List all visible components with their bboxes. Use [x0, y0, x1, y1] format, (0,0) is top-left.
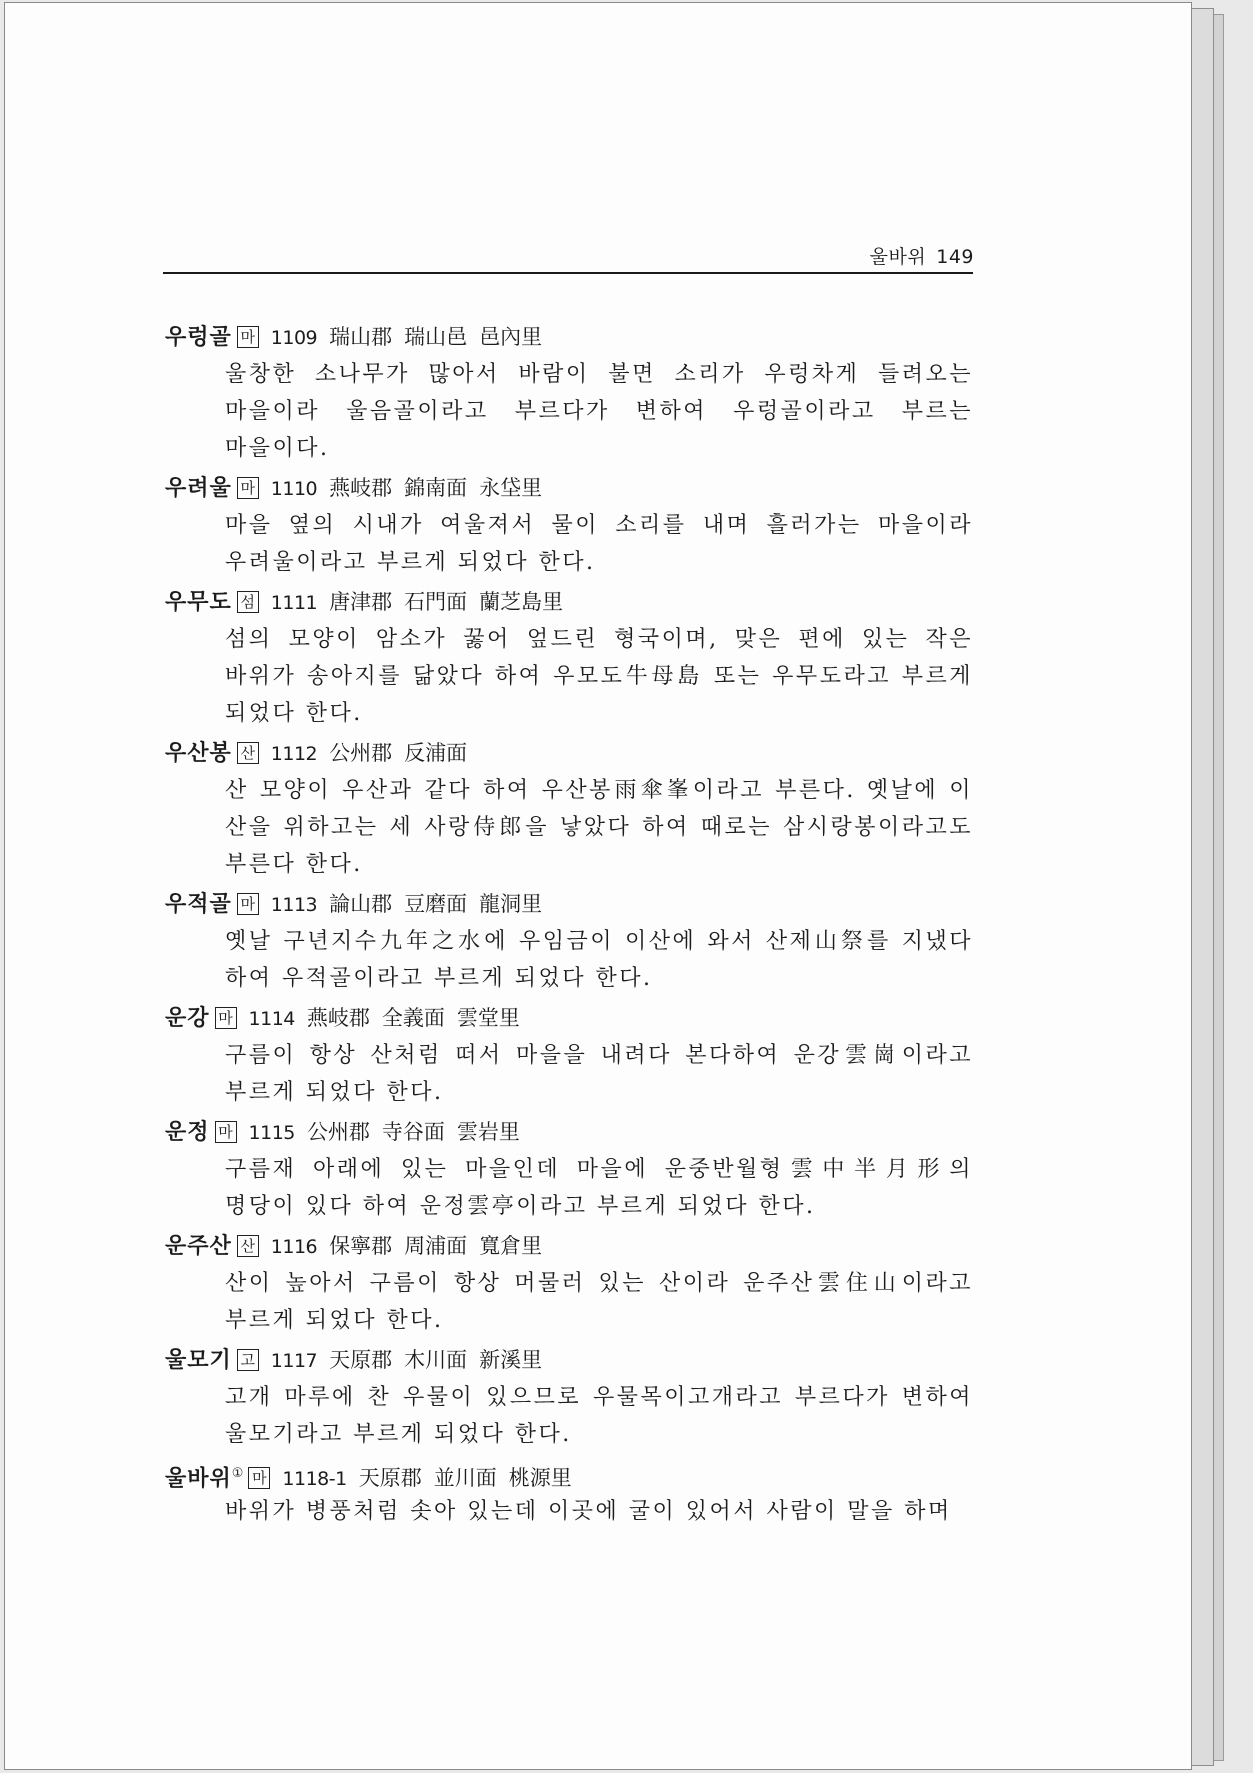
entry-description: 바위가 병풍처럼 솟아 있는데 이곳에 굴이 있어서 사람이 말을 하며: [225, 1499, 952, 1524]
entry-head: [165, 885, 985, 923]
entry-head: [165, 1341, 985, 1379]
entry: [165, 1455, 985, 1530]
entry-term: 울바위: [165, 1466, 232, 1492]
category-badge: 산: [237, 742, 259, 764]
entry-head: [165, 1113, 985, 1151]
entry-description: 구름재 아래에 있는 마을인데 마을에 운중반월형雲中半月形의 명당이 있다 하여 운정雲亭이라고 부르게 되었다 한다.: [225, 1157, 973, 1219]
category-badge: 마: [237, 477, 259, 499]
entry: [165, 734, 985, 883]
entry-county: 公州郡: [329, 741, 393, 765]
entry-town: 豆磨面: [404, 892, 468, 916]
entry-head: [165, 1455, 985, 1493]
entry-term: 우려울: [165, 476, 232, 501]
entry-county: 燕岐郡: [306, 1006, 370, 1030]
entry-village: 邑內里: [479, 325, 543, 349]
entry-description: 섬의 모양이 암소가 꿇어 엎드린 형국이며, 맞은 편에 있는 작은 바위가 송아지를 닮았다 하여 우모도牛母島 또는 우무도라고 부르게 되었다 한다.: [225, 627, 973, 726]
entry-number: 1112: [270, 743, 318, 765]
entry-county: 瑞山郡: [329, 325, 393, 349]
entry-description: 고개 마루에 찬 우물이 있으므로 우물목이고개라고 부르다가 변하여 울모기라고 부르게 되었다 한다.: [225, 1385, 973, 1447]
entry: [165, 318, 985, 467]
entry-description: 옛날 구년지수九年之水에 우임금이 이산에 와서 산제山祭를 지냈다 하여 우적골이라고 부르게 되었다 한다.: [225, 929, 973, 991]
entry-village: 桃源里: [508, 1466, 572, 1491]
entry-village: 新溪里: [479, 1348, 543, 1372]
header-title: 울바위: [869, 246, 927, 268]
entry-description: 마을 옆의 시내가 여울져서 물이 소리를 내며 흘러가는 마을이라 우려울이라고 부르게 되었다 한다.: [225, 513, 973, 575]
entry-town: 錦南面: [404, 476, 468, 500]
entry-term: 운강: [165, 1006, 210, 1031]
category-badge: 고: [237, 1349, 259, 1371]
entry: [165, 469, 985, 581]
entry: [165, 999, 985, 1111]
category-badge: 섬: [237, 591, 259, 613]
entry-village: 寬倉里: [479, 1234, 543, 1258]
entry-town: 反浦面: [404, 741, 468, 765]
entry-number: 1111: [270, 592, 318, 614]
entry-town: 木川面: [404, 1348, 468, 1372]
entry-number: 1114: [248, 1008, 295, 1030]
entry-description: 구름이 항상 산처럼 떠서 마을을 내려다 본다하여 운강雲崗이라고 부르게 되었다 한다.: [225, 1043, 973, 1105]
entry-superscript: ①: [231, 1466, 244, 1481]
entry-head: [165, 1227, 985, 1265]
entry-list: [165, 318, 985, 1532]
entry-description: 울창한 소나무가 많아서 바람이 불면 소리가 우렁차게 들려오는 마을이라 울음골이라고 부르다가 변하여 우렁골이라고 부르는 마을이다.: [225, 362, 973, 461]
entry-village: 雲岩里: [456, 1120, 520, 1144]
entry-head: [165, 583, 985, 621]
entry-head: [165, 469, 985, 507]
page-number: 149: [936, 246, 974, 268]
entry-county: 公州郡: [306, 1120, 370, 1144]
entry-county: 保寧郡: [329, 1234, 393, 1258]
entry-term: 우적골: [165, 892, 232, 917]
running-header: [162, 242, 974, 269]
entry: [165, 1113, 985, 1225]
entry-number: 1115: [248, 1122, 295, 1144]
entry-number: 1110: [270, 478, 318, 500]
entry-number: 1116: [270, 1236, 318, 1258]
category-badge: 마: [248, 1467, 270, 1489]
entry: [165, 1341, 985, 1453]
entry-town: 全義面: [381, 1006, 445, 1030]
entry-town: 並川面: [433, 1466, 497, 1491]
entry-head: [165, 318, 985, 356]
entry-number: 1109: [270, 327, 318, 349]
entry-county: 天原郡: [358, 1466, 422, 1491]
entry-head: [165, 999, 985, 1037]
entry-village: 龍洞里: [479, 892, 543, 916]
entry-number: 1113: [270, 894, 318, 916]
entry-description: 산이 높아서 구름이 항상 머물러 있는 산이라 운주산雲住山이라고 부르게 되었다 한다.: [225, 1271, 973, 1333]
entry-term: 우무도: [165, 590, 232, 615]
entry-number: 1117: [270, 1350, 318, 1372]
entry-term: 운주산: [165, 1234, 232, 1259]
entry-town: 周浦面: [404, 1234, 468, 1258]
entry-village: 雲堂里: [456, 1006, 520, 1030]
category-badge: 산: [237, 1235, 259, 1257]
entry-description: 산 모양이 우산과 같다 하여 우산봉雨傘峯이라고 부른다. 옛날에 이 산을 위하고는 세 사랑侍郎을 낳았다 하여 때로는 삼시랑봉이라고도 부른다 한다.: [225, 778, 973, 877]
entry-head: [165, 734, 985, 772]
category-badge: 마: [237, 326, 259, 348]
entry-town: 瑞山邑: [404, 325, 468, 349]
entry-term: 우산봉: [165, 741, 232, 766]
entry: [165, 1227, 985, 1339]
entry-town: 石門面: [404, 590, 468, 614]
entry-county: 燕岐郡: [329, 476, 393, 500]
entry-number: 1118-1: [282, 1468, 347, 1491]
header-rule: [163, 272, 973, 274]
entry-village: 蘭芝島里: [479, 590, 564, 614]
entry-term: 우렁골: [165, 325, 232, 350]
entry-county: 論山郡: [329, 892, 393, 916]
entry-town: 寺谷面: [381, 1120, 445, 1144]
entry: [165, 885, 985, 997]
entry-village: 永垈里: [479, 476, 543, 500]
entry-county: 天原郡: [329, 1348, 393, 1372]
category-badge: 마: [215, 1007, 237, 1029]
category-badge: 마: [215, 1121, 237, 1143]
entry: [165, 583, 985, 732]
category-badge: 마: [237, 893, 259, 915]
entry-term: 운정: [165, 1120, 210, 1145]
entry-county: 唐津郡: [329, 590, 393, 614]
entry-term: 울모기: [165, 1348, 232, 1373]
